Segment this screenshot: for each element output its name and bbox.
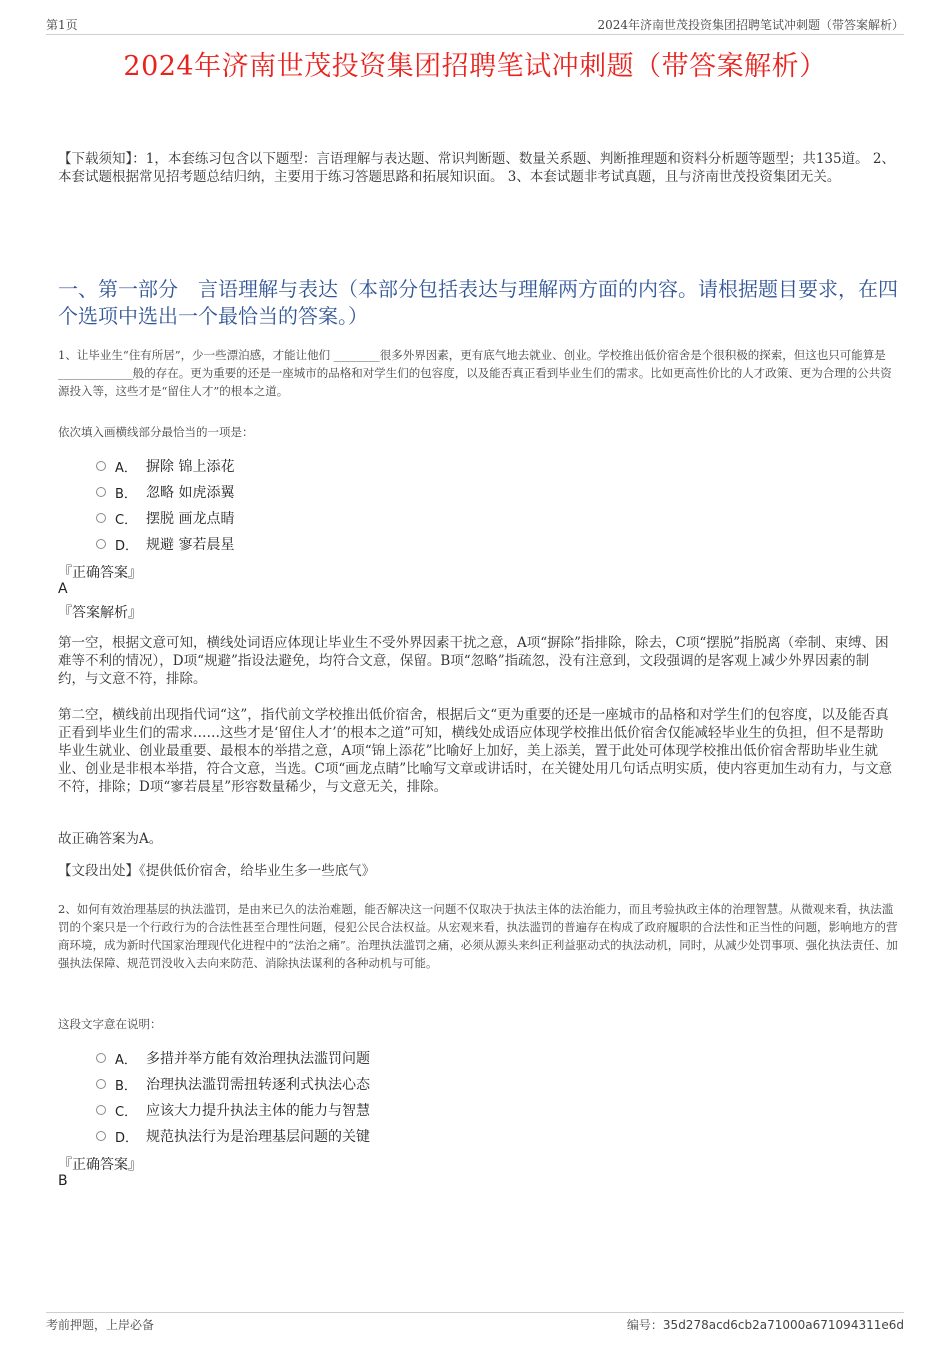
option-letter: A． [115,1052,137,1068]
option-text: 规避 寥若晨星 [146,537,235,553]
section-heading: 一、第一部分 言语理解与表达（本部分包括表达与理解两方面的内容。请根据题目要求，在四个选项中选出一个最恰当的答案。） [58,277,898,328]
page-footer [46,1312,904,1333]
code-value: 35d278acd6cb2a71000a671094311e6d [662,1318,904,1332]
option-letter: C． [115,512,138,528]
correct-answer: B [58,1173,68,1189]
option-letter: B． [115,486,137,502]
option-b[interactable] [96,1071,370,1097]
document-title: 2024年济南世茂投资集团招聘笔试冲刺题（带答案解析） [123,51,827,82]
option-letter: A． [115,460,137,476]
question-2-text: 2、如何有效治理基层的执法滥罚，是由来已久的法治难题，能否解决这一问题不仅取决于执法主体的法治能力，而且考验执政主体的治理智慧。从微观来看，执法滥罚的个案只是一个行政行为的合法性甚至合理性问题，侵犯公民合法权益。从宏观来看，执法滥罚的普遍存在构成了政府履职的合法性和正当性的问题，影响地方的营商环境，成为新时代国家治理现代化进程中的“法治之痛”。治理执法滥罚之痛，必须从源头来纠正利益驱动式的执法动机，同时，从减少处罚事项、强化执法责任、加强执法保障、规范罚没收入去向来防范、消除执法谋利的各种动机与可能。 [58,902,898,970]
radio-icon[interactable] [96,487,106,497]
blank-1: ________ [333,348,380,362]
code-label: 编号： [626,1318,663,1332]
question-1 [58,346,900,400]
question-1-text-part: 1、让毕业生“住有所居”，少一些漂泊感，才能让他们 [58,348,334,362]
option-b[interactable] [96,479,234,505]
option-text: 摒除 锦上添花 [146,459,235,475]
correct-answer: A [58,581,68,597]
analysis-conclusion: 故正确答案为A。 [58,831,163,847]
analysis-paragraph: 第一空，根据文意可知，横线处词语应体现让毕业生不受外界因素干扰之意，A项“摒除”指排除，除去，C项“摆脱”指脱离（牵制、束缚、困难等不利的情况），D项“规避”指设法避免，均符合文意，保留。B项“忽略”指疏忽，没有注意到，文段强调的是客观上减少外界因素的制约，与文意不符，排除。 [58,635,889,687]
page-header [46,14,904,35]
answer-label: 『正确答案』 [58,565,142,581]
analysis-label: 『答案解析』 [58,605,142,621]
question-2-options [96,1045,370,1149]
page-number: 第1页 [46,17,78,32]
radio-icon[interactable] [96,539,106,549]
option-letter: C． [115,1104,138,1120]
blank-2: _____________ [58,366,133,380]
option-a[interactable] [96,453,234,479]
option-text: 多措并举方能有效治理执法滥罚问题 [146,1051,370,1067]
question-1-text-part: 很多外界因素，更有底气地去就业、创业。学校推出低价宿舍是个很积极的探索，但这也只可能算是 [379,348,886,362]
document-code [627,1316,904,1333]
option-d[interactable] [96,531,234,557]
question-2 [58,900,900,972]
footer-slogan: 考前押题，上岸必备 [46,1318,155,1332]
option-text: 应该大力提升执法主体的能力与智慧 [146,1103,370,1119]
radio-icon[interactable] [96,1053,106,1063]
radio-icon[interactable] [96,461,106,471]
question-1-text-part: 般的存在。更为重要的还是一座城市的品格和对学生们的包容度，以及能否真正看到毕业生们的需求。比如更高性价比的人才政策、更为合理的公共资源投入等，这些才是“留住人才”的根本之道。 [58,366,892,398]
download-notice: 【下载须知】：1，本套练习包含以下题型：言语理解与表达题、常识判断题、数量关系题、判断推理题和资料分析题等题型；共135道。 2、本套试题根据常见招考题总结归纳，主要用于练习答题思路和拓展知识面。 3、本套试题非考试真题，且与济南世茂投资集团无关。 [58,151,895,185]
option-letter: D． [115,538,139,554]
question-1-text [58,346,900,400]
option-text: 治理执法滥罚需扭转逐利式执法心态 [146,1077,370,1093]
question-1-prompt: 依次填入画横线部分最恰当的一项是： [58,425,254,439]
radio-icon[interactable] [96,1079,106,1089]
option-text: 摆脱 画龙点睛 [146,511,235,527]
radio-icon[interactable] [96,1131,106,1141]
answer-label: 『正确答案』 [58,1157,142,1173]
radio-icon[interactable] [96,1105,106,1115]
passage-source: 【文段出处】《提供低价宿舍，给毕业生多一些底气》 [58,863,376,879]
question-1-options [96,453,234,557]
option-letter: B． [115,1078,137,1094]
option-letter: D． [115,1130,139,1146]
option-a[interactable] [96,1045,370,1071]
option-d[interactable] [96,1123,370,1149]
analysis-paragraph: 第二空，横线前出现指代词“这”，指代前文学校推出低价宿舍，根据后文“更为重要的还是一座城市的品格和对学生们的包容度，以及能否真正看到毕业生们的需求……这些才是‘留住人才’的根本之道”可知，横线处成语应体现学校推出低价宿舍仅能减轻毕业生的负担，但不是帮助毕业生就业、创业最重要、最根本的举措之意，A项“锦上添花”比喻好上加好，美上添美，置于此处可体现学校推出低价宿舍帮助毕业生就业、创业是非根本举措，符合文意，当选。C项“画龙点睛”比喻写文章或讲话时，在关键处用几句话点明实质，使内容更加生动有力，与文意不符，排除；D项“寥若晨星”形容数量稀少，与文意无关，排除。 [58,707,893,795]
option-c[interactable] [96,1097,370,1123]
option-text: 规范执法行为是治理基层问题的关键 [146,1129,370,1145]
option-c[interactable] [96,505,234,531]
radio-icon[interactable] [96,513,106,523]
option-text: 忽略 如虎添翼 [146,485,235,501]
header-doc-title: 2024年济南世茂投资集团招聘笔试冲刺题（带答案解析） [597,17,904,32]
question-2-prompt: 这段文字意在说明： [58,1017,162,1031]
